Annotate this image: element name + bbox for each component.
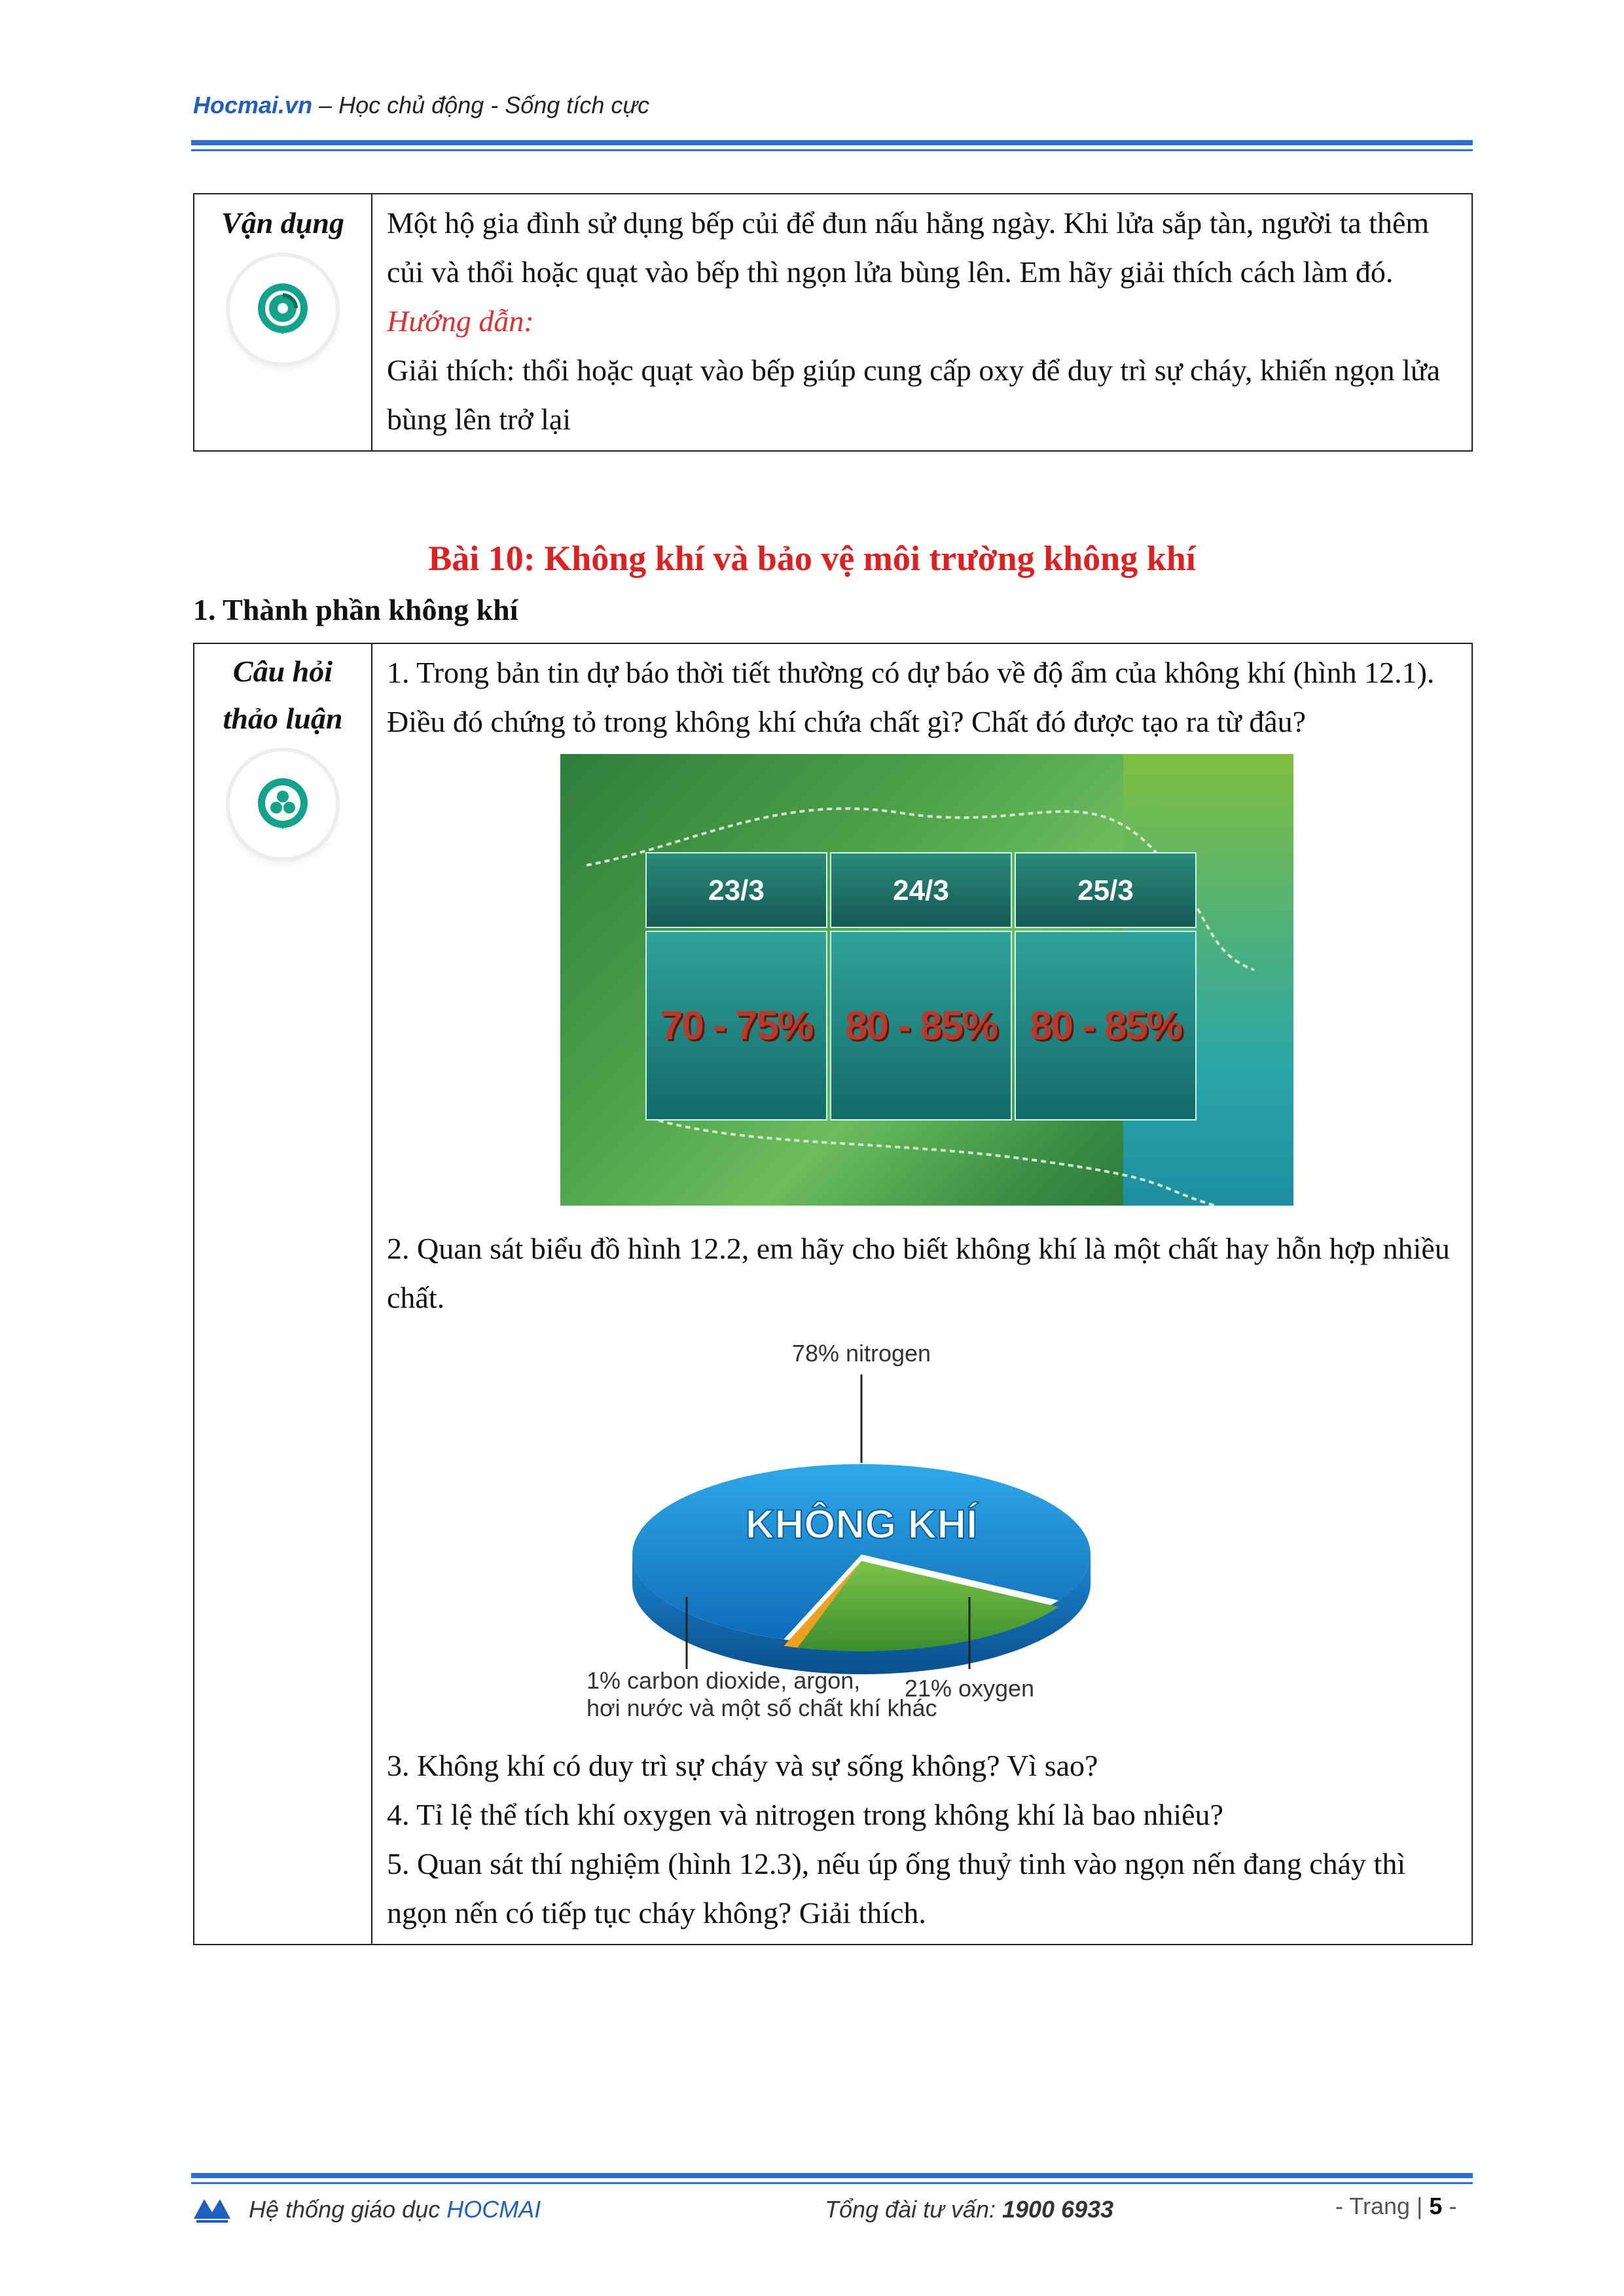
header-rule [191, 140, 1473, 145]
page-suffix: - [1442, 2193, 1457, 2219]
header-brand: Hocmai.vn [193, 92, 313, 118]
thao-luan-box [193, 643, 1473, 1945]
footer-hotline-text: Tổng đài tư vấn: [825, 2196, 1002, 2223]
footer-brand: HOCMAI [446, 2196, 541, 2223]
page-number-value: 5 [1429, 2193, 1443, 2219]
footer-hotline [825, 2196, 1113, 2223]
question-2: 2. Quan sát biểu đồ hình 12.2, em hãy cho biết không khí là một chất hay hỗn hợp nhiều chất. [387, 1232, 1450, 1314]
humidity-cell-2: 80 - 85% [830, 931, 1012, 1121]
humidity-cell-1: 70 - 75% [645, 931, 827, 1121]
footer-system-text: Hệ thống giáo dục [249, 2196, 447, 2223]
footer-rule [191, 2173, 1473, 2178]
label-nitrogen: 78% nitrogen [791, 1340, 931, 1367]
van-dung-label: Vận dụng [221, 206, 344, 240]
question-3: 3. Không khí có duy trì sự cháy và sự sống không? Vì sao? [387, 1749, 1098, 1782]
weather-forecast-image [560, 754, 1293, 1206]
air-composition-chart [580, 1322, 1313, 1741]
section-title: 1. Thành phần không khí [193, 593, 518, 626]
page-header [193, 92, 649, 119]
footer-left [249, 2196, 541, 2223]
label-oxygen: 21% oxygen [904, 1675, 1035, 1702]
pie-chart-svg [580, 1322, 1313, 1741]
question-5: 5. Quan sát thí nghiệm (hình 12.3), nếu úp ống thuỷ tinh vào ngọn nến đang cháy thì ngọn nến có tiếp tục cháy không? Giải thích. [387, 1847, 1406, 1929]
lesson-title: Bài 10: Không khí và bảo vệ môi trường không khí [428, 539, 1196, 578]
thao-luan-label-line2: thảo luận [223, 702, 343, 735]
date-cell-2: 24/3 [830, 852, 1012, 928]
label-other-line1: 1% carbon dioxide, argon, [586, 1667, 861, 1694]
question-1: 1. Trong bản tin dự báo thời tiết thường có dự báo về độ ẩm của không khí (hình 12.1). Điều đó chứng tỏ trong không khí chứa chất gì? Chất đó được tạo ra từ đâu? [387, 656, 1435, 738]
humidity-cell-3: 80 - 85% [1015, 931, 1197, 1121]
thao-luan-content [372, 643, 1472, 1945]
date-cell-1: 23/3 [645, 852, 827, 928]
apply-icon [230, 257, 336, 363]
header-rule-thin [191, 149, 1473, 151]
van-dung-content [372, 194, 1472, 451]
van-dung-label-cell [194, 194, 372, 451]
van-dung-question: Một hộ gia đình sử dụng bếp củi để đun nấu hằng ngày. Khi lửa sắp tàn, người ta thêm củi và thổi hoặc quạt vào bếp thì ngọn lửa bùng lên. Em hãy giải thích cách làm đó. [387, 206, 1430, 289]
hocmai-logo-icon [191, 2193, 233, 2227]
header-tagline: – Học chủ động - Sống tích cực [312, 92, 650, 118]
footer-phone: 1900 6933 [1001, 2196, 1114, 2223]
label-other-line2: hơi nước và một số chất khí khác [586, 1695, 937, 1721]
van-dung-box [193, 193, 1473, 452]
page-number [1335, 2193, 1456, 2220]
thao-luan-label-line1: Câu hỏi [232, 655, 333, 688]
guide-answer: Giải thích: thổi hoặc quạt vào bếp giúp cung cấp oxy để duy trì sự cháy, khiến ngọn lửa bùng lên trở lại [387, 353, 1441, 436]
thao-luan-label-cell [194, 643, 372, 1945]
guide-label: Hướng dẫn: [387, 304, 534, 338]
date-cell-3: 25/3 [1015, 852, 1197, 928]
chart-title: KHÔNG KHÍ [745, 1502, 978, 1547]
page-prefix: - Trang | [1335, 2193, 1430, 2219]
discussion-icon [230, 751, 336, 857]
question-4: 4. Tỉ lệ thể tích khí oxygen và nitrogen trong không khí là bao nhiêu? [387, 1798, 1223, 1831]
footer-rule-thin [191, 2182, 1473, 2184]
